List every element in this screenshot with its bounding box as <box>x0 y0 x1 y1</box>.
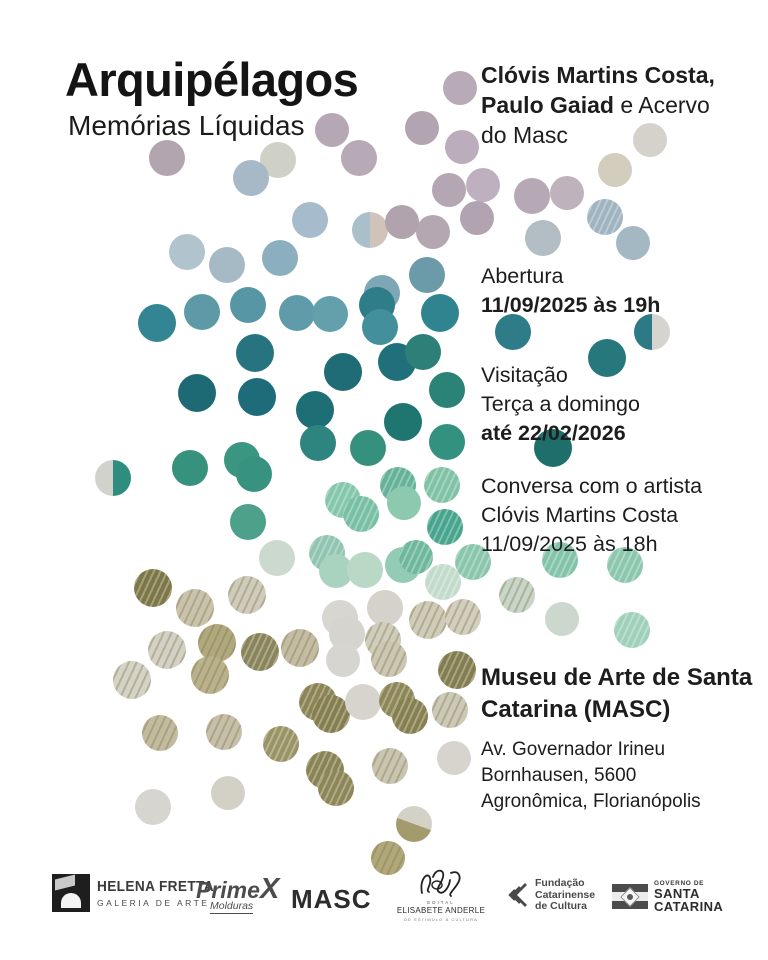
dot <box>616 226 650 260</box>
flag-emblem <box>627 894 633 900</box>
helena-fretta-subtitle: GALERIA DE ARTE <box>97 897 210 908</box>
dot <box>429 372 465 408</box>
dot <box>437 741 471 775</box>
fcc-line-1: Fundação <box>535 877 585 889</box>
dot <box>148 631 186 669</box>
dot <box>113 661 151 699</box>
talk-label: Conversa com o artista <box>481 474 703 498</box>
poster-subtitle: Memórias Líquidas <box>68 110 305 141</box>
dot <box>343 496 379 532</box>
dot <box>228 576 266 614</box>
dot <box>352 212 388 248</box>
dot <box>387 486 421 520</box>
dot <box>367 590 403 626</box>
address-line-2: Bornhausen, 5600 <box>481 765 637 786</box>
gallery-arch-icon <box>52 874 90 912</box>
dot <box>432 692 468 728</box>
dot <box>499 577 535 613</box>
dot <box>149 140 185 176</box>
anderle-edital-label: EDITAL <box>427 900 455 905</box>
dot <box>443 71 477 105</box>
dot <box>211 776 245 810</box>
museum-name-block <box>481 662 752 726</box>
dot <box>263 726 299 762</box>
dot <box>230 504 266 540</box>
dot <box>281 629 319 667</box>
dot <box>445 599 481 635</box>
dot <box>587 199 623 235</box>
dot <box>405 111 439 145</box>
artist-talk-block <box>481 472 702 559</box>
sponsor-logo-bar <box>0 862 768 926</box>
artists-line-2-rest: e Acervo <box>613 92 710 118</box>
dot <box>466 168 500 202</box>
opening-info-block <box>481 262 660 320</box>
dot <box>396 806 432 842</box>
anderle-subtitle: DE ESTÍMULO À CULTURA <box>404 916 478 922</box>
dot <box>296 391 334 429</box>
artists-line-1: Clóvis Martins Costa, <box>481 62 715 88</box>
museum-name-line-1: Museu de Arte de Santa <box>481 664 753 691</box>
masc-logo-text: MASC <box>291 884 372 914</box>
artists-line-2-bold: Paulo Gaiad <box>481 92 614 118</box>
dot <box>409 257 445 293</box>
dot <box>405 334 441 370</box>
dot <box>191 656 229 694</box>
dot <box>169 234 205 270</box>
dot <box>262 240 298 276</box>
dot <box>135 789 171 825</box>
address-line-3: Agronômica, Florianópolis <box>481 791 701 812</box>
fundacao-catarinense-logo <box>505 878 595 913</box>
gov-text <box>654 880 723 913</box>
primex-molduras-logo <box>196 873 280 914</box>
talk-datetime: 11/09/2025 às 18h <box>481 532 658 556</box>
museum-address-block <box>481 737 701 815</box>
address-line-1: Av. Governador Irineu <box>481 739 666 760</box>
visiting-days: Terça a domingo <box>481 392 640 416</box>
gov-line-1: GOVERNO DE <box>654 880 705 887</box>
dot <box>362 309 398 345</box>
dot <box>614 612 650 648</box>
dot <box>230 287 266 323</box>
gov-line-2: SANTA <box>654 886 700 901</box>
dot <box>300 425 336 461</box>
dot <box>371 641 407 677</box>
dot <box>416 215 450 249</box>
dot <box>514 178 550 214</box>
artists-heading <box>481 60 715 150</box>
primex-name-text: Prime <box>196 877 260 903</box>
dot <box>427 509 463 545</box>
dot <box>142 715 178 751</box>
dot <box>178 374 216 412</box>
dot <box>409 601 447 639</box>
dot <box>421 294 459 332</box>
dot <box>241 633 279 671</box>
dot <box>424 467 460 503</box>
dot <box>432 173 466 207</box>
visiting-hours-block <box>481 361 640 448</box>
dot <box>345 684 381 720</box>
primex-subtitle: Molduras <box>210 900 254 912</box>
dot <box>176 589 214 627</box>
fcc-text <box>535 878 595 913</box>
arch-shape <box>61 893 81 908</box>
dot <box>347 552 383 588</box>
dot <box>236 334 274 372</box>
gov-line-3: CATARINA <box>654 899 724 914</box>
fcc-line-2: Catarinense <box>535 888 596 901</box>
dot <box>438 651 476 689</box>
dot <box>460 201 494 235</box>
dot <box>429 424 465 460</box>
poster-title: Arquipélagos <box>65 53 359 106</box>
dot <box>525 220 561 256</box>
dot <box>209 247 245 283</box>
dot <box>350 430 386 466</box>
fcc-line-3: de Cultura <box>535 900 587 912</box>
primex-x: X <box>259 873 280 905</box>
dot <box>259 540 295 576</box>
visiting-end-date: até 22/02/2026 <box>481 421 626 445</box>
dot <box>326 643 360 677</box>
dot <box>312 296 348 332</box>
governo-santa-catarina-logo <box>612 880 723 913</box>
talk-artist: Clóvis Martins Costa <box>481 503 679 527</box>
dot <box>399 540 433 574</box>
dot <box>385 205 419 239</box>
dot <box>138 304 176 342</box>
dot <box>545 602 579 636</box>
dot <box>206 714 242 750</box>
dot <box>318 770 354 806</box>
chevrons-icon <box>505 881 529 909</box>
helena-fretta-name: HELENA FRETTA <box>97 878 214 895</box>
opening-datetime: 11/09/2025 às 19h <box>481 293 661 317</box>
dot <box>233 160 269 196</box>
anderle-name: ELISABETE ANDERLE <box>396 906 486 915</box>
dot <box>341 140 377 176</box>
artists-line-3: do Masc <box>481 122 568 148</box>
dot <box>279 295 315 331</box>
dot <box>372 748 408 784</box>
dot <box>238 378 276 416</box>
dot <box>445 130 479 164</box>
dot <box>550 176 584 210</box>
dot <box>384 403 422 441</box>
museum-name-line-2: Catarina (MASC) <box>481 696 671 723</box>
dot <box>134 569 172 607</box>
visiting-label: Visitação <box>481 363 568 387</box>
masc-logo <box>291 884 372 915</box>
opening-label: Abertura <box>481 264 564 288</box>
primex-name <box>196 873 280 905</box>
dot <box>236 456 272 492</box>
swirl-icon <box>417 866 465 900</box>
dot <box>95 460 131 496</box>
dot <box>315 113 349 147</box>
dot <box>184 294 220 330</box>
santa-catarina-flag-icon <box>612 884 648 909</box>
dot <box>324 353 362 391</box>
dot <box>598 153 632 187</box>
dot <box>392 698 428 734</box>
dot <box>172 450 208 486</box>
elisabete-anderle-logo <box>396 866 486 922</box>
dot <box>292 202 328 238</box>
